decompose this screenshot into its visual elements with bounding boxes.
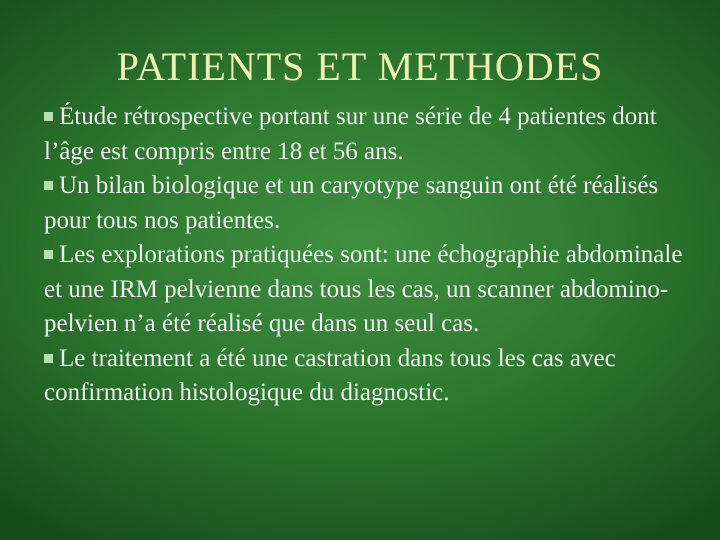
bullet-text: Les explorations pratiquées sont: une échographie abdominale et une IRM pelvienne dans tous les cas, un scanner abdomino-pelvien n’a été réalisé que dans un seul cas. xyxy=(44,241,683,337)
bullet-item xyxy=(44,342,694,411)
bullet-item xyxy=(44,100,694,169)
square-bullet-icon xyxy=(44,112,53,121)
square-bullet-icon xyxy=(44,181,53,190)
bullet-text: Le traitement a été une castration dans tous les cas avec confirmation histologique du diagnostic. xyxy=(44,344,616,406)
bullet-item xyxy=(44,238,694,342)
slide-title: PATIENTS ET METHODES xyxy=(116,44,604,89)
bullet-text: Étude rétrospective portant sur une série de 4 patientes dont l’âge est compris entre 18 et 56 ans. xyxy=(44,103,657,165)
square-bullet-icon xyxy=(44,354,53,363)
square-bullet-icon xyxy=(44,250,53,259)
bullet-text: Un bilan biologique et un caryotype sanguin ont été réalisés pour tous nos patientes. xyxy=(44,172,659,234)
bullet-list xyxy=(44,100,694,411)
bullet-item xyxy=(44,169,694,238)
